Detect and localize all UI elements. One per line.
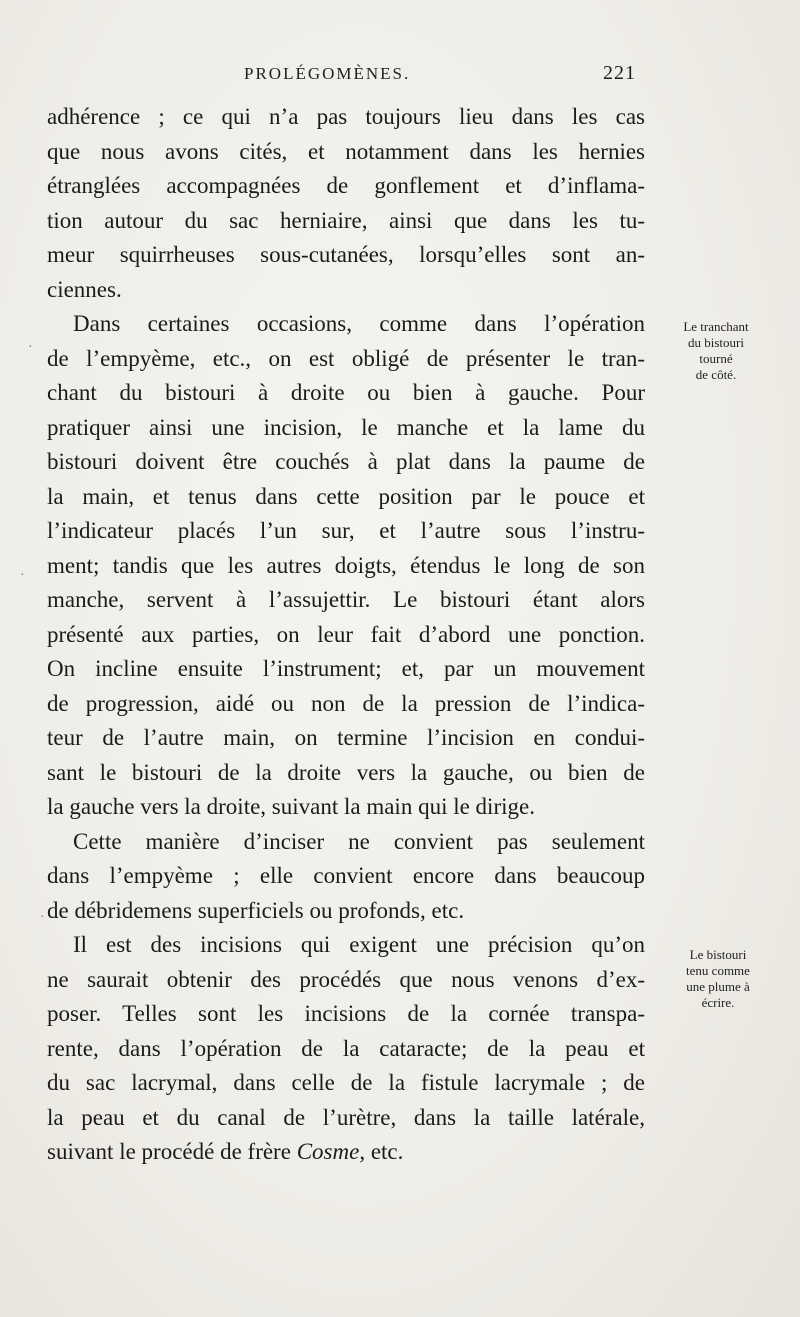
text-line: Il est des incisions qui exigent une précision qu’on [73, 932, 645, 957]
text-line: sant le bistouri de la droite vers la gauche, ou bien de [47, 759, 645, 785]
text-line: dans l’empyème ; elle convient encore dans beaucoup [47, 863, 645, 888]
text-line: poser. Telles sont les incisions de la cornée transpa- [47, 1001, 645, 1026]
text-line: du sac lacrymal, dans celle de la fistule lacrymale ; de [47, 1070, 645, 1095]
text-line: tion autour du sac herniaire, ainsi que dans les tu- [47, 207, 645, 233]
running-title: PROLÉGOMÈNES. [244, 64, 411, 83]
final-line-start: suivant le procédé de frère [47, 1139, 291, 1164]
text-line-final [47, 1135, 645, 1170]
text-line: bistouri doivent être couchés à plat dans la paume de [47, 449, 645, 474]
text-line: de progression, aidé ou non de la pression de l’indica- [47, 690, 645, 716]
page-number: 221 [603, 62, 636, 84]
text-line: Dans certaines occasions, comme dans l’opération [73, 311, 645, 336]
text-line: pratiquer ainsi une incision, le manche et la lame du [47, 414, 645, 440]
margin-note-line: une plume à [686, 979, 750, 994]
margin-note-line: Le tranchant [683, 319, 749, 334]
text-line: Cette manière d’inciser ne convient pas seulement [73, 828, 645, 854]
text-line: teur de l’autre main, on termine l’incision en condui- [47, 725, 645, 750]
text-line: que nous avons cités, et notamment dans les hernies [47, 138, 645, 164]
text-line: meur squirrheuses sous-cutanées, lorsqu’elles sont an- [47, 242, 645, 267]
text-line: manche, servent à l’assujettir. Le bistouri étant alors [47, 587, 645, 612]
running-head [48, 60, 640, 90]
italic-name: Cosme [296, 1139, 360, 1164]
text-line: rente, dans l’opération de la cataracte; de la peau et [47, 1035, 645, 1061]
text-line: de l’empyème, etc., on est obligé de présenter le tran- [47, 345, 645, 371]
text-line: ciennes. [47, 276, 122, 302]
text-line: adhérence ; ce qui n’a pas toujours lieu dans les cas [47, 104, 645, 129]
margin-note-tranchant [658, 319, 774, 383]
text-line: ne saurait obtenir des procédés que nous venons d’ex- [47, 966, 645, 992]
margin-note-plume [660, 947, 776, 1011]
text-line: l’indicateur placés l’un sur, et l’autre sous l’instru- [47, 518, 645, 543]
text-line: ment; tandis que les autres doigts, étendus le long de son [47, 552, 645, 578]
margin-note-line: du bistouri [688, 335, 744, 350]
margin-note-line: écrire. [701, 995, 735, 1010]
margin-note-line: tenu comme [686, 963, 750, 978]
text-line: présenté aux parties, on leur fait d’abord une ponction. [47, 621, 645, 647]
text-line: étranglées accompagnées de gonflement et d’inflama- [47, 173, 645, 198]
ink-speck-decoration: · [20, 568, 25, 583]
text-line: la gauche vers la droite, suivant la main qui le dirige. [47, 794, 535, 819]
ink-speck-decoration: · [40, 910, 45, 925]
body-text [47, 100, 645, 1170]
margin-note-line: Le bistouri [689, 947, 747, 962]
margin-note-line: tourné [699, 351, 733, 366]
text-line: la main, et tenus dans cette position par le pouce et [47, 483, 645, 509]
ink-speck-decoration: · [28, 340, 33, 355]
text-line: de débridemens superficiels ou profonds, etc. [47, 897, 465, 923]
final-line-end: , etc. [359, 1139, 404, 1164]
text-line: chant du bistouri à droite ou bien à gauche. Pour [47, 380, 645, 405]
margin-note-line: de côté. [695, 367, 737, 382]
text-line: On incline ensuite l’instrument; et, par un mouvement [47, 656, 645, 681]
text-line: la peau et du canal de l’urètre, dans la taille latérale, [47, 1104, 645, 1130]
